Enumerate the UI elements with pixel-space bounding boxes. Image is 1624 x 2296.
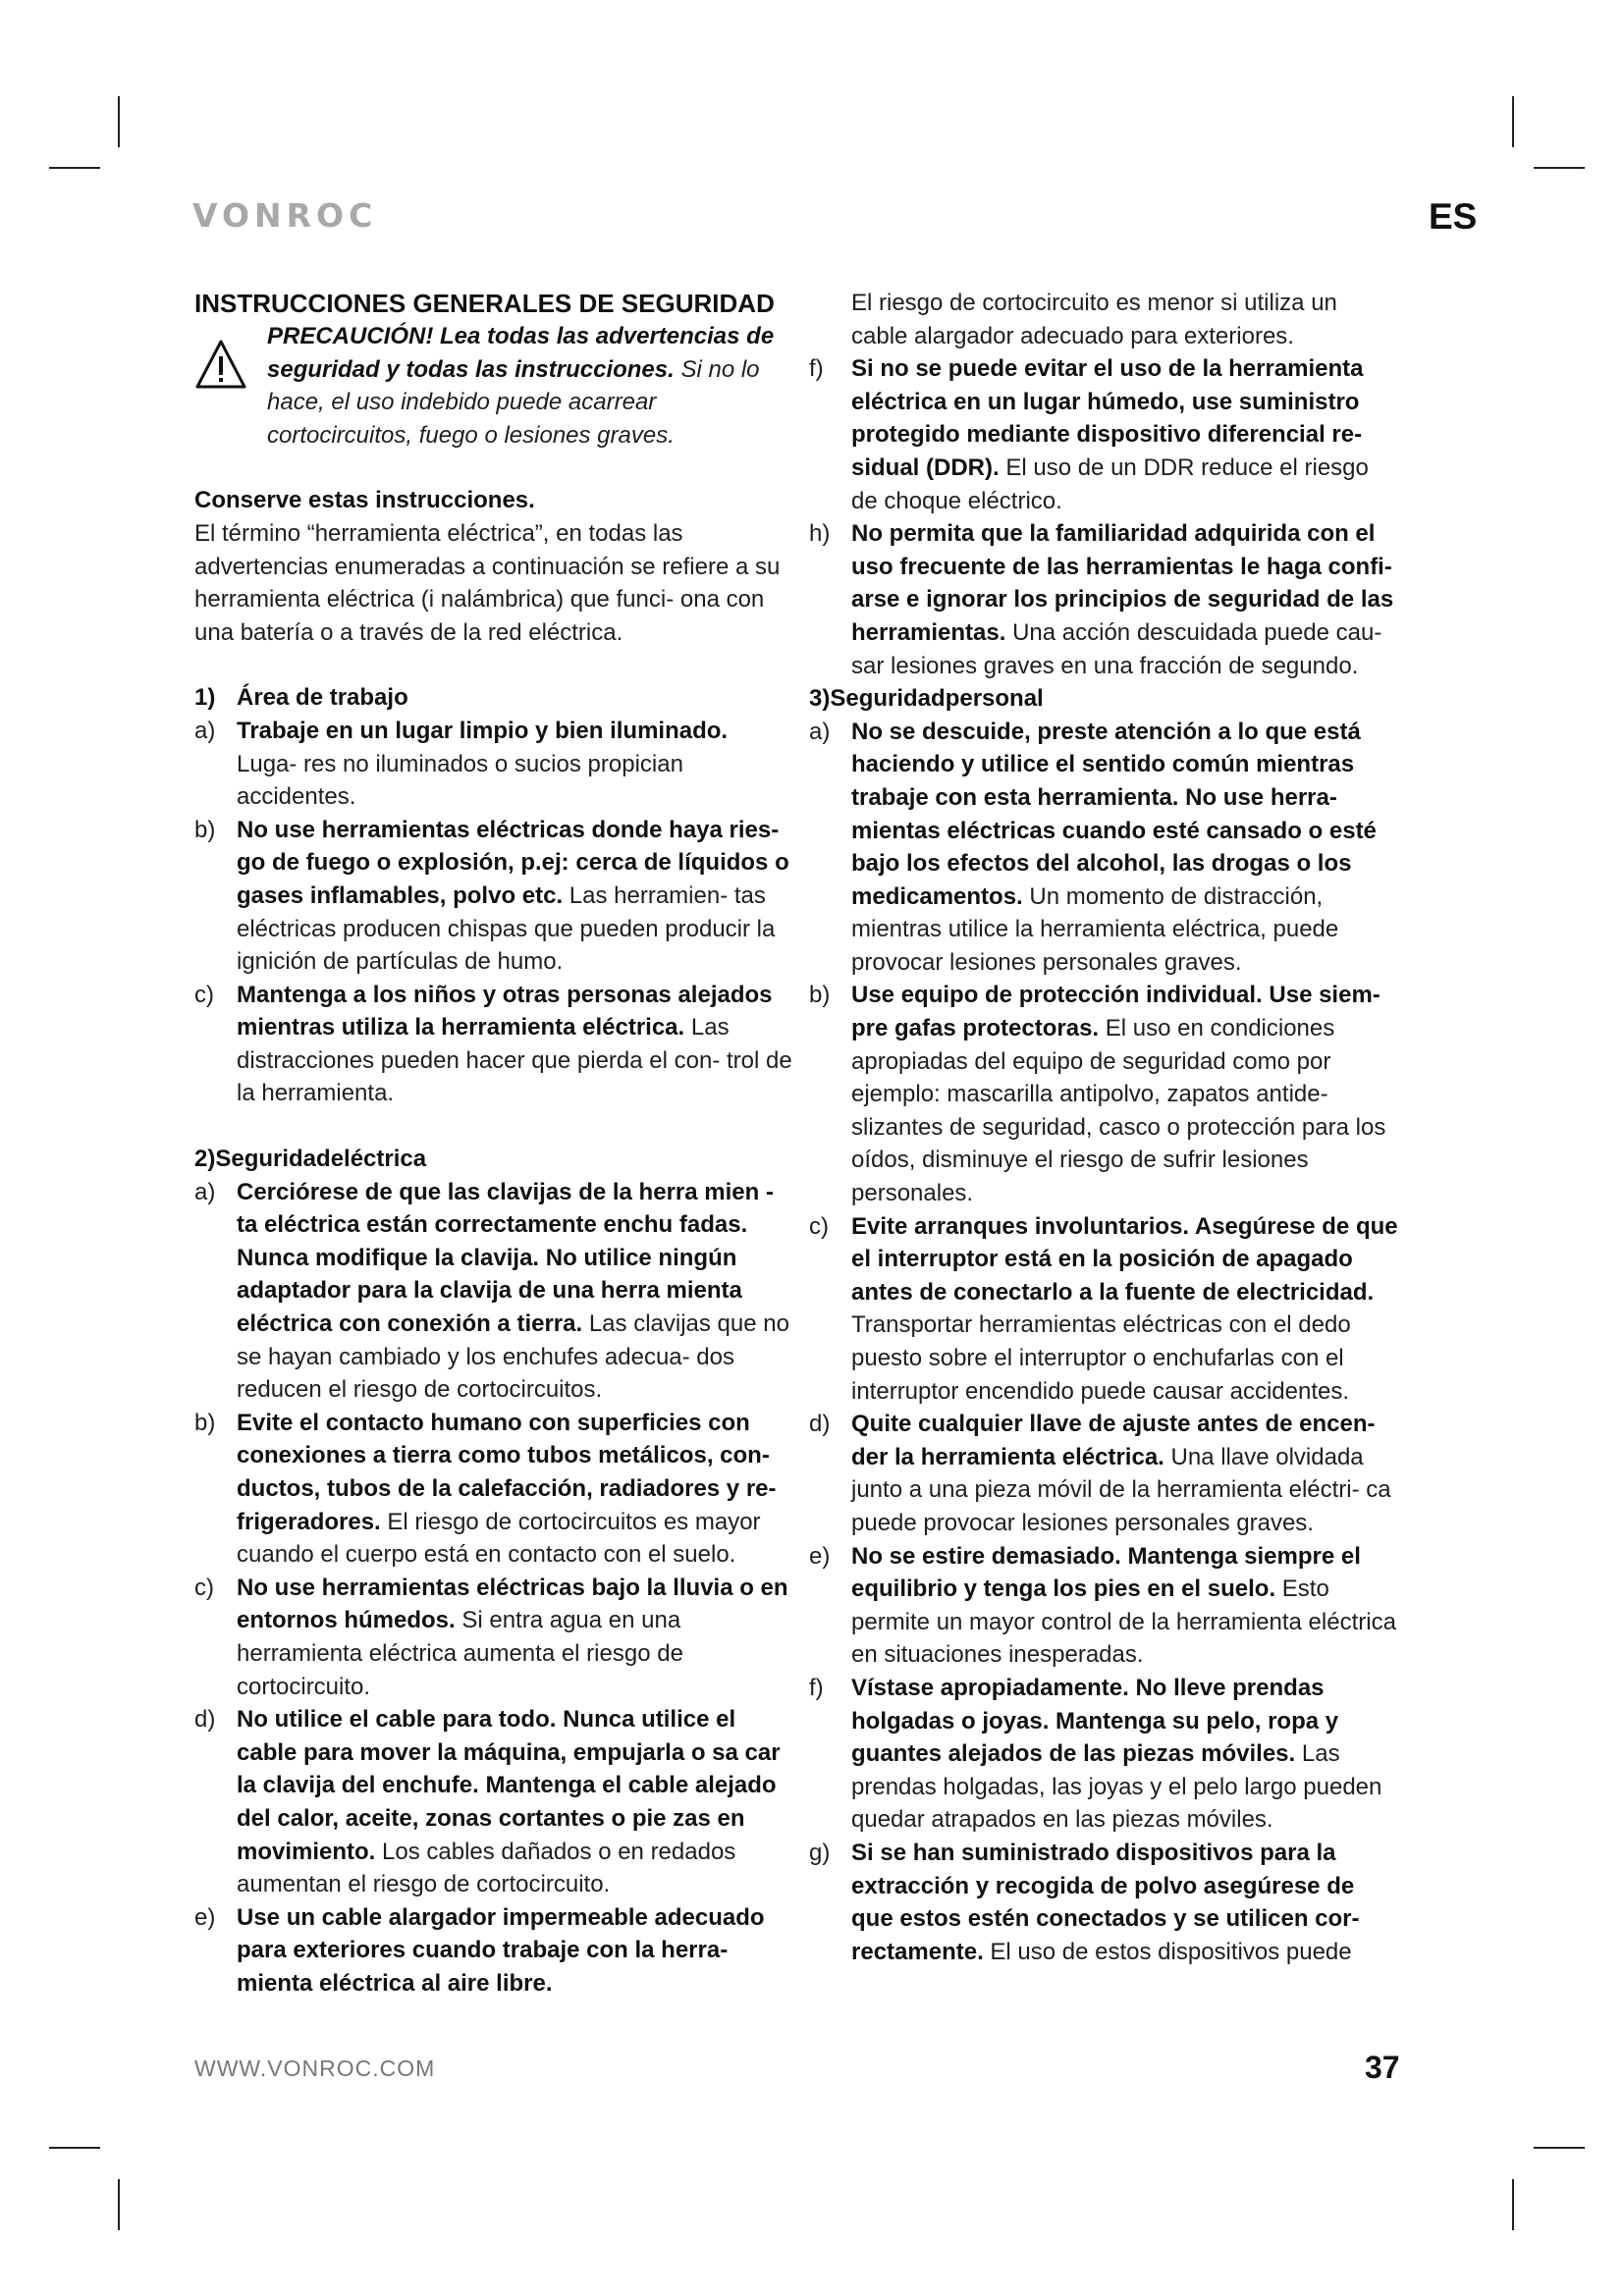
list-item: f) Vístase apropiadamente. No lleve prendas holgadas o joyas. Mantenga su pelo, ropa y guantes alejados de las piezas móviles. Las prendas holgadas, las joyas y el pelo largo pueden quedar atrapados en las piezas móviles. <box>809 1674 1382 1834</box>
brand-logo: VONROC <box>192 196 378 235</box>
list-item: a) Cerciórese de que las clavijas de la herra mien - ta eléctrica están correctamente enchu fadas. Nunca modifique la clavija. No utilice ningún adaptador para la clavija de una herra mienta eléctrica con conexión a tierra. Las clavijas que no se hayan cambiado y los enchufes adecua- dos reducen el riesgo de cortocircuitos. <box>194 1178 789 1404</box>
section-title: Área de trabajo <box>237 684 408 712</box>
list-item: c) No use herramientas eléctricas bajo la lluvia o en entornos húmedos. Si entra agua en una herramienta eléctrica aumenta el riesgo de cortocircuito. <box>194 1574 788 1700</box>
crop-mark <box>49 167 100 169</box>
list-item: e) Use un cable alargador impermeable adecuado para exteriores cuando trabaje con la herra- mienta eléctrica al aire libre. <box>194 1903 765 1997</box>
section-heading-1 <box>194 681 793 715</box>
left-column <box>194 287 793 2001</box>
crop-mark <box>1534 2147 1585 2149</box>
list-item: e) No se estire demasiado. Mantenga siempre el equilibrio y tenga los pies en el suelo. Esto permite un mayor control de la herramienta eléctrica en situaciones inesperadas. <box>809 1542 1396 1669</box>
list-item: b) No use herramientas eléctricas donde haya ries- go de fuego o explosión, p.ej: cerca de líquidos o gases inflamables, polvo etc. Las herramien- tas eléctricas producen chispas que pueden producir la ignición de partículas de humo. <box>194 816 789 976</box>
warning-bold: PRECAUCIÓN! Lea todas las advertencias de seguridad y todas las instrucciones. <box>267 323 775 383</box>
section-number: 1) <box>194 684 216 712</box>
list-item: d) Quite cualquier llave de ajuste antes de encen- der la herramienta eléctrica. Una llave olvidada junto a una pieza móvil de la herramienta eléctri- ca puede provocar lesiones personales graves. <box>809 1411 1391 1536</box>
section-heading-3: 3)Seguridadpersonal <box>809 685 1044 713</box>
warning-triangle-icon <box>194 338 247 391</box>
page-number: 37 <box>1365 2050 1400 2085</box>
right-column <box>809 287 1398 1968</box>
keep-heading: Conserve estas instrucciones. <box>194 487 535 514</box>
crop-mark <box>1512 96 1514 147</box>
footer-url: WWW.VONROC.COM <box>194 2056 436 2081</box>
crop-mark <box>1512 2179 1514 2230</box>
warning-rest: Si no lo hace, el uso indebido puede acarrear cortocircuitos, fuego o lesiones graves. <box>267 355 760 449</box>
list-item-continued: El riesgo de cortocircuito es menor si utiliza un cable alargador adecuado para exteriores. <box>851 290 1337 349</box>
warning-text <box>267 320 793 452</box>
crop-mark <box>1534 167 1585 169</box>
list-item: b) Use equipo de protección individual. Use siem- pre gafas protectoras. El uso en condiciones apropiadas del equipo de seguridad como por ejemplo: mascarilla antipolvo, zapatos antide- slizantes de seguridad, casco o protección para los oídos, disminuye el riesgo de sufrir lesiones personales. <box>809 982 1386 1207</box>
crop-mark <box>49 2147 100 2149</box>
list-item: c) Mantenga a los niños y otras personas alejados mientras utiliza la herramienta eléctrica. Las distracciones pueden hacer que pierda el con- trol de la herramienta. <box>194 981 792 1107</box>
list-item: a) No se descuide, preste atención a lo que está haciendo y utilice el sentido común mientras trabaje con esta herramienta. No use herra- mientas eléctricas cuando esté cansado o esté bajo los efectos del alcohol, las drogas o los medicamentos. Un momento de distracción, mientras utilice la herramienta eléctrica, puede provocar lesiones personales graves. <box>809 718 1377 976</box>
section-heading-2: 2)Seguridadeléctrica <box>194 1146 427 1173</box>
list-item: h) No permita que la familiaridad adquirida con el uso frecuente de las herramientas le haga confi- arse e ignorar los principios de seguridad de las herramientas. Una acción descuidada puede cau- sar lesiones graves en una fracción de segundo. <box>809 520 1394 679</box>
page-title: INSTRUCCIONES GENERALES DE SEGURIDAD <box>194 289 775 318</box>
list-item: a) Trabaje en un lugar limpio y bien iluminado. Luga- res no iluminados o sucios propician accidentes. <box>194 717 729 811</box>
list-item: b) Evite el contacto humano con superficies con conexiones a tierra como tubos metálicos, con- ductos, tubos de la calefacción, radiadores y re- frigeradores. El riesgo de cortocircuitos es mayor cuando el cuerpo está en contacto con el suelo. <box>194 1409 777 1569</box>
list-item: c) Evite arranques involuntarios. Asegúrese de que el interruptor está en la posición de apagado antes de conectarlo a la fuente de electricidad. Transportar herramientas eléctricas con el dedo puesto sobre el interruptor o enchufarlas con el interruptor encendido puede causar accidentes. <box>809 1212 1398 1405</box>
list-item: f) Si no se puede evitar el uso de la herramienta eléctrica en un lugar húmedo, use suministro protegido mediante dispositivo diferencial re- sidual (DDR). El uso de un DDR reduce el riesgo de choque eléctrico. <box>809 355 1369 514</box>
crop-mark <box>118 96 120 147</box>
list-item: d) No utilice el cable para todo. Nunca utilice el cable para mover la máquina, empujarla o sa car la clavija del enchufe. Mantenga el cable alejado del calor, aceite, zonas cortantes o pie zas en movimiento. Los cables dañados o en redados aumentan el riesgo de cortocircuito. <box>194 1706 781 1898</box>
list-item: g) Si se han suministrado dispositivos para la extracción y recogida de polvo asegúrese de que estos estén conectados y se utilicen cor- rectamente. El uso de estos dispositivos puede <box>809 1839 1360 1965</box>
language-code: ES <box>1429 196 1478 237</box>
warning-block <box>194 320 793 452</box>
crop-mark <box>118 2179 120 2230</box>
keep-text: El término “herramienta eléctrica”, en todas las advertencias enumeradas a continuación se refiere a su herramienta eléctrica (i nalámbrica) que funci- ona con una batería o a través de la red eléctrica. <box>194 519 781 646</box>
